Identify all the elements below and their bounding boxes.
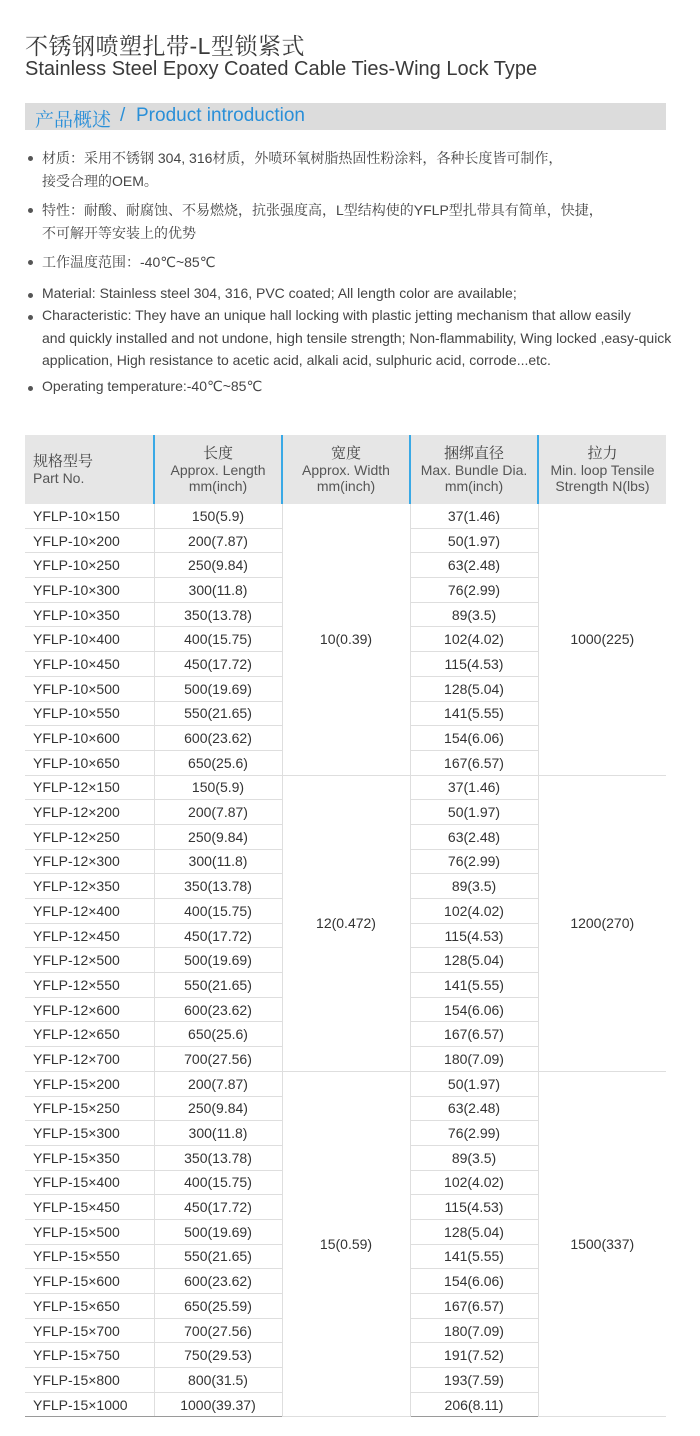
length-cell: 500(19.69)	[154, 948, 282, 973]
bullets_en-bullet-line: Material: Stainless steel 304, 316, PVC coated; All length color are available;	[42, 285, 517, 301]
column-header	[154, 435, 282, 504]
bundle-dia-cell: 37(1.46)	[410, 504, 538, 528]
bullet-dot-icon	[28, 260, 33, 265]
column-header-en: mm(inch)	[188, 477, 248, 494]
bundle-dia-cell: 37(1.46)	[410, 775, 538, 800]
part-number-cell: YFLP-12×550	[25, 973, 154, 998]
length-cell: 150(5.9)	[154, 504, 282, 528]
column-header-cn: 规格型号	[33, 452, 94, 470]
bundle-dia-cell: 167(6.57)	[410, 750, 538, 775]
bundle-dia-cell: 63(2.48)	[410, 824, 538, 849]
table-header-row	[25, 435, 666, 504]
bundle-dia-cell: 206(8.11)	[410, 1392, 538, 1417]
bullets_en-bullet-line: Characteristic: They have an unique hall locking with plastic jetting mechanism that allow easily	[42, 307, 631, 323]
bullet-dot-icon	[28, 156, 33, 161]
length-cell: 600(23.62)	[154, 726, 282, 751]
column-header	[282, 435, 410, 504]
part-number-cell: YFLP-15×300	[25, 1121, 154, 1146]
bundle-dia-cell: 154(6.06)	[410, 1269, 538, 1294]
table-row	[25, 775, 666, 800]
length-cell: 500(19.69)	[154, 676, 282, 701]
section-title-en: Product introduction	[136, 105, 305, 126]
part-number-cell: YFLP-10×650	[25, 750, 154, 775]
part-number-cell: YFLP-12×350	[25, 874, 154, 899]
part-number-cell: YFLP-15×500	[25, 1219, 154, 1244]
length-cell: 350(13.78)	[154, 1145, 282, 1170]
bundle-dia-cell: 76(2.99)	[410, 578, 538, 603]
part-number-cell: YFLP-12×400	[25, 899, 154, 924]
length-cell: 1000(39.37)	[154, 1392, 282, 1417]
bundle-dia-cell: 180(7.09)	[410, 1318, 538, 1343]
bundle-dia-cell: 154(6.06)	[410, 726, 538, 751]
bundle-dia-cell: 128(5.04)	[410, 1219, 538, 1244]
part-number-cell: YFLP-15×1000	[25, 1392, 154, 1417]
part-number-cell: YFLP-12×500	[25, 948, 154, 973]
part-number-cell: YFLP-12×200	[25, 800, 154, 825]
length-cell: 400(15.75)	[154, 1170, 282, 1195]
column-header-en: Min. loop Tensile	[550, 461, 655, 478]
length-cell: 700(27.56)	[154, 1318, 282, 1343]
part-number-cell: YFLP-10×600	[25, 726, 154, 751]
column-header-en: mm(inch)	[316, 477, 376, 494]
column-header-cn: 宽度	[330, 444, 361, 462]
page-title-en: Stainless Steel Epoxy Coated Cable Ties-Wing Lock Type	[25, 58, 538, 80]
part-number-cell: YFLP-12×450	[25, 923, 154, 948]
part-number-cell: YFLP-12×600	[25, 997, 154, 1022]
column-header-en: Approx. Length	[170, 461, 266, 478]
part-number-cell: YFLP-15×650	[25, 1294, 154, 1319]
bundle-dia-cell: 50(1.97)	[410, 528, 538, 553]
column-header	[25, 435, 154, 504]
column-header	[538, 435, 666, 504]
length-cell: 600(23.62)	[154, 997, 282, 1022]
bundle-dia-cell: 89(3.5)	[410, 602, 538, 627]
column-header-en: mm(inch)	[444, 477, 504, 494]
section-separator: /	[120, 105, 126, 126]
table-row	[25, 1071, 666, 1096]
length-cell: 350(13.78)	[154, 602, 282, 627]
length-cell: 550(21.65)	[154, 1244, 282, 1269]
column-header	[410, 435, 538, 504]
bundle-dia-cell: 102(4.02)	[410, 899, 538, 924]
part-number-cell: YFLP-15×700	[25, 1318, 154, 1343]
part-number-cell: YFLP-10×200	[25, 528, 154, 553]
tensile-cell: 1500(337)	[538, 1071, 666, 1417]
part-number-cell: YFLP-10×150	[25, 504, 154, 528]
part-number-cell: YFLP-10×350	[25, 602, 154, 627]
length-cell: 550(21.65)	[154, 701, 282, 726]
length-cell: 800(31.5)	[154, 1368, 282, 1393]
part-number-cell: YFLP-15×750	[25, 1343, 154, 1368]
length-cell: 400(15.75)	[154, 899, 282, 924]
bundle-dia-cell: 141(5.55)	[410, 1244, 538, 1269]
part-number-cell: YFLP-15×450	[25, 1195, 154, 1220]
part-number-cell: YFLP-15×350	[25, 1145, 154, 1170]
length-cell: 350(13.78)	[154, 874, 282, 899]
bullet-dot-icon	[28, 315, 33, 320]
bundle-dia-cell: 167(6.57)	[410, 1022, 538, 1047]
bundle-dia-cell: 193(7.59)	[410, 1368, 538, 1393]
column-header-en: Approx. Width	[302, 461, 390, 478]
bundle-dia-cell: 128(5.04)	[410, 948, 538, 973]
part-number-cell: YFLP-10×400	[25, 627, 154, 652]
length-cell: 200(7.87)	[154, 1071, 282, 1096]
length-cell: 300(11.8)	[154, 1121, 282, 1146]
tensile-cell: 1200(270)	[538, 775, 666, 1071]
length-cell: 700(27.56)	[154, 1047, 282, 1072]
bullets_en-bullet-line: Operating temperature:-40℃~85℃	[42, 378, 263, 394]
bundle-dia-cell: 154(6.06)	[410, 997, 538, 1022]
column-header-cn: 拉力	[587, 444, 618, 462]
bundle-dia-cell: 50(1.97)	[410, 1071, 538, 1096]
length-cell: 500(19.69)	[154, 1219, 282, 1244]
bullet-dot-icon	[28, 386, 33, 391]
part-number-cell: YFLP-12×250	[25, 824, 154, 849]
part-number-cell: YFLP-12×300	[25, 849, 154, 874]
column-header-cn: 长度	[202, 444, 233, 462]
bundle-dia-cell: 102(4.02)	[410, 627, 538, 652]
length-cell: 250(9.84)	[154, 824, 282, 849]
part-number-cell: YFLP-15×800	[25, 1368, 154, 1393]
length-cell: 150(5.9)	[154, 775, 282, 800]
bundle-dia-cell: 89(3.5)	[410, 874, 538, 899]
part-number-cell: YFLP-15×400	[25, 1170, 154, 1195]
bundle-dia-cell: 141(5.55)	[410, 701, 538, 726]
bundle-dia-cell: 76(2.99)	[410, 1121, 538, 1146]
section-title-cn: 产品概述	[35, 110, 112, 131]
length-cell: 650(25.59)	[154, 1294, 282, 1319]
part-number-cell: YFLP-10×500	[25, 676, 154, 701]
length-cell: 650(25.6)	[154, 750, 282, 775]
bullets_en-bullet-line: application, High resistance to acetic acid, alkali acid, sulphuric acid, corrode...etc.	[42, 352, 551, 368]
bundle-dia-cell: 167(6.57)	[410, 1294, 538, 1319]
bundle-dia-cell: 50(1.97)	[410, 800, 538, 825]
width-cell: 10(0.39)	[282, 504, 410, 775]
part-number-cell: YFLP-15×600	[25, 1269, 154, 1294]
column-header-en: Strength N(lbs)	[555, 477, 650, 494]
column-header-cn: 捆绑直径	[443, 444, 504, 462]
table-row	[25, 504, 666, 528]
bullets_cn-bullet-line: 特性：耐酸、耐腐蚀、不易燃烧，抗张强度高，L型结构使的YFLP型扎带具有简单，快捷，	[42, 202, 603, 218]
length-cell: 450(17.72)	[154, 923, 282, 948]
length-cell: 200(7.87)	[154, 528, 282, 553]
part-number-cell: YFLP-12×700	[25, 1047, 154, 1072]
bundle-dia-cell: 115(4.53)	[410, 923, 538, 948]
bundle-dia-cell: 102(4.02)	[410, 1170, 538, 1195]
length-cell: 200(7.87)	[154, 800, 282, 825]
length-cell: 550(21.65)	[154, 973, 282, 998]
bundle-dia-cell: 63(2.48)	[410, 1096, 538, 1121]
bundle-dia-cell: 180(7.09)	[410, 1047, 538, 1072]
part-number-cell: YFLP-15×550	[25, 1244, 154, 1269]
bullets_cn-bullet-line: 不可解开等安装上的优势	[42, 224, 196, 241]
spec-table	[25, 435, 666, 1417]
bullets_cn-bullet-line: 工作温度范围：-40℃~85℃	[42, 254, 216, 270]
part-number-cell: YFLP-15×200	[25, 1071, 154, 1096]
bundle-dia-cell: 89(3.5)	[410, 1145, 538, 1170]
bullets_cn-bullet-line: 接受合理的OEM。	[42, 172, 158, 189]
bullet-dot-icon	[28, 208, 33, 213]
length-cell: 450(17.72)	[154, 652, 282, 677]
bundle-dia-cell: 141(5.55)	[410, 973, 538, 998]
width-cell: 12(0.472)	[282, 775, 410, 1071]
tensile-cell: 1000(225)	[538, 504, 666, 775]
length-cell: 750(29.53)	[154, 1343, 282, 1368]
length-cell: 450(17.72)	[154, 1195, 282, 1220]
column-header-en: Part No.	[33, 469, 85, 486]
length-cell: 300(11.8)	[154, 578, 282, 603]
bundle-dia-cell: 128(5.04)	[410, 676, 538, 701]
bundle-dia-cell: 191(7.52)	[410, 1343, 538, 1368]
bundle-dia-cell: 76(2.99)	[410, 849, 538, 874]
length-cell: 250(9.84)	[154, 1096, 282, 1121]
bullets_cn-bullet-line: 材质：采用不锈钢 304, 316材质，外喷环氧树脂热固性粉涂料，各种长度皆可制作，	[42, 150, 563, 166]
length-cell: 300(11.8)	[154, 849, 282, 874]
column-header-en: Max. Bundle Dia.	[420, 461, 528, 478]
part-number-cell: YFLP-12×150	[25, 775, 154, 800]
part-number-cell: YFLP-10×250	[25, 553, 154, 578]
bundle-dia-cell: 115(4.53)	[410, 652, 538, 677]
page-title-cn: 不锈钢喷塑扎带-L型锁紧式	[25, 33, 305, 59]
bundle-dia-cell: 115(4.53)	[410, 1195, 538, 1220]
length-cell: 600(23.62)	[154, 1269, 282, 1294]
part-number-cell: YFLP-10×550	[25, 701, 154, 726]
part-number-cell: YFLP-15×250	[25, 1096, 154, 1121]
bullets_en-bullet-line: and quickly installed and not undone, high tensile strength; Non-flammability, Wing locked ,easy-quick	[42, 329, 672, 346]
width-cell: 15(0.59)	[282, 1071, 410, 1417]
part-number-cell: YFLP-10×300	[25, 578, 154, 603]
part-number-cell: YFLP-10×450	[25, 652, 154, 677]
length-cell: 400(15.75)	[154, 627, 282, 652]
bundle-dia-cell: 63(2.48)	[410, 553, 538, 578]
part-number-cell: YFLP-12×650	[25, 1022, 154, 1047]
bullet-dot-icon	[28, 293, 33, 298]
length-cell: 250(9.84)	[154, 553, 282, 578]
section-header	[25, 103, 666, 130]
length-cell: 650(25.6)	[154, 1022, 282, 1047]
